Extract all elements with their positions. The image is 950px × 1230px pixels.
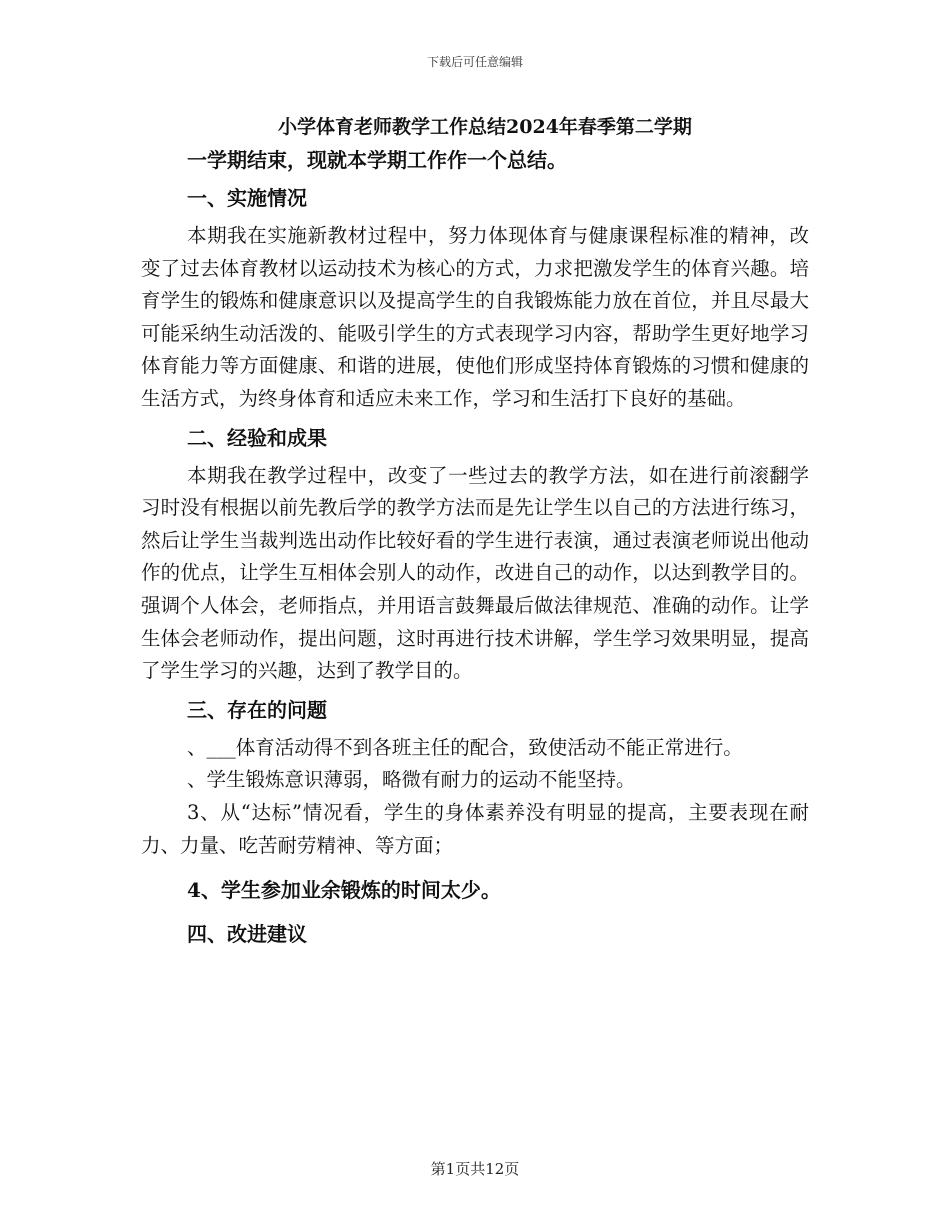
section-heading-implementation: 一、实施情况: [187, 186, 307, 210]
section-heading-problems: 三、存在的问题: [187, 697, 327, 722]
document-title: 小学体育老师教学工作总结2024年春季第二学期: [278, 116, 692, 138]
problem-item-bold: 4、学生参加业余锻炼的时间太少。: [187, 878, 501, 903]
section-heading-suggestions: 四、改进建议: [187, 922, 307, 947]
page-indicator: 第1页共12页: [430, 1160, 520, 1178]
problem-item: 3、从“达标”情况看，学生的身体素养没有明显的提高，主要表现在耐力、力量、吃苦耐劳精神、等方面；: [141, 800, 809, 857]
header-note: 下载后可任意编辑: [426, 55, 523, 69]
document-body: [141, 112, 809, 950]
intro-line: 一学期结束，现就本学期工作作一个总结。: [187, 148, 567, 172]
problem-item: 、___体育活动得不到各班主任的配合，致使活动不能正常进行。: [187, 735, 743, 759]
section-heading-experience: 二、经验和成果: [187, 425, 327, 450]
section-paragraph-experience: 本期我在教学过程中，改变了一些过去的教学方法，如在进行前滚翻学习时没有根据以前先教后学的教学方法而是先让学生以自己的方法进行练习，然后让学生当裁判选出动作比较好看的学生进行表演，通过表演老师说出他动作的优点，让学生互相体会别人的动作，改进自己的动作，以达到教学目的。强调个人体会，老师指点，并用语言鼓舞最后做法律规范、准确的动作。让学生体会老师动作，提出问题，这时再进行技术讲解，学生学习效果明显，提高了学生学习的兴趣，达到了教学目的。: [141, 463, 809, 683]
section-paragraph-implementation: 本期我在实施新教材过程中，努力体现体育与健康课程标准的精神，改变了过去体育教材以运动技术为核心的方式，力求把激发学生的体育兴趣。培育学生的锻炼和健康意识以及提高学生的自我锻炼能力放在首位，并且尽最大可能采纳生动活泼的、能吸引学生的方式表现学习内容，帮助学生更好地学习体育能力等方面健康、和谐的进展，使他们形成坚持体育锻炼的习惯和健康的生活方式，为终身体育和适应未来工作，学习和生活打下良好的基础。: [141, 224, 809, 410]
problem-item: 、学生锻炼意识薄弱，略微有耐力的运动不能坚持。: [187, 768, 636, 792]
